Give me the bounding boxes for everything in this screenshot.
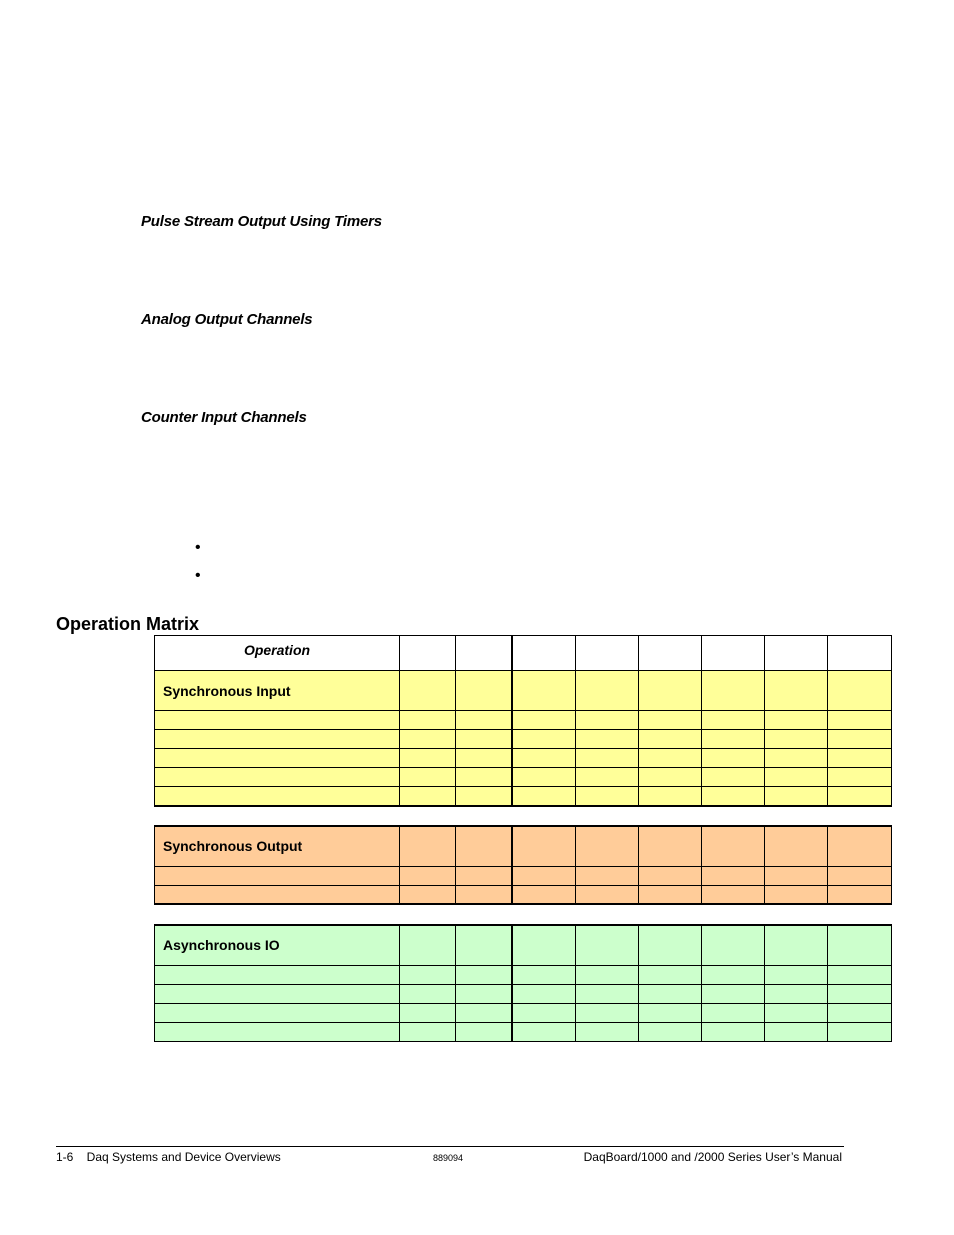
section-title-operation-matrix: Operation Matrix [56, 614, 200, 634]
subheading-pulse-stream: Pulse Stream Output Using Timers [141, 213, 382, 230]
footer-rule [56, 1146, 844, 1147]
asynchronous-io-table [154, 924, 892, 1042]
bullet-item: • [195, 539, 201, 556]
subheading-analog-output: Analog Output Channels [141, 311, 313, 328]
group-title-synchronous-output: Synchronous Output [155, 826, 400, 866]
group-title-synchronous-input: Synchronous Input [155, 671, 400, 711]
synchronous-output-table [154, 825, 892, 905]
synchronous-input-table [154, 670, 892, 807]
footer-doc-number: 889094 [433, 1153, 464, 1163]
subheading-counter-input: Counter Input Channels [141, 409, 307, 426]
footer-left: 1-6 Daq Systems and Device Overviews [56, 1150, 281, 1164]
group-title-asynchronous-io: Asynchronous IO [155, 925, 400, 965]
bullet-item: • [195, 567, 201, 584]
operation-header: Operation [155, 636, 400, 678]
footer-manual-title: DaqBoard/1000 and /2000 Series User’s Manual [583, 1150, 842, 1164]
